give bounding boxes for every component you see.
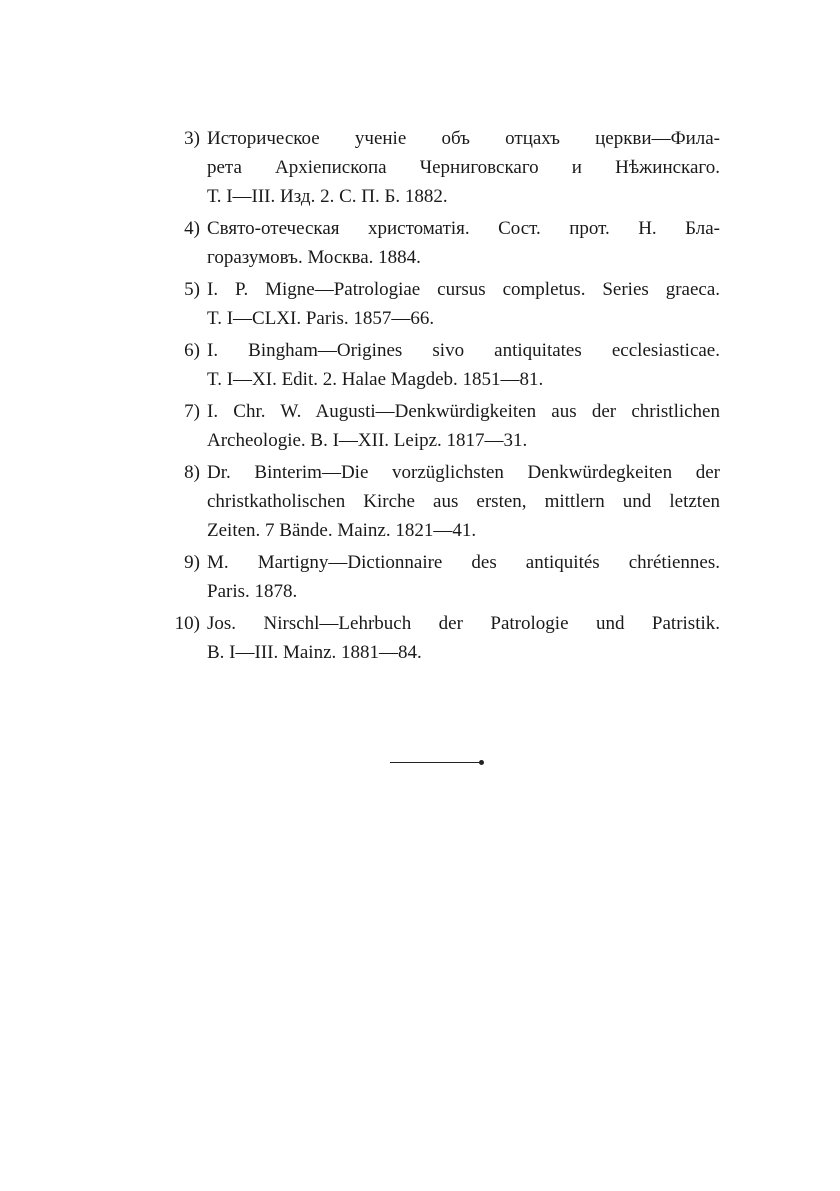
text-line: I. Bingham—Origines sivo antiquitates ecclesiasticae.: [207, 340, 720, 361]
text-line: M. Martigny—Dictionnaire des antiquités chrétiennes.: [207, 552, 720, 573]
list-item: [160, 397, 720, 455]
text-line: Archeologie. B. I—XII. Leipz. 1817—31.: [207, 430, 528, 451]
text-line: Dr. Binterim—Die vorzüglichsten Denkwürdegkeiten der: [207, 462, 720, 483]
list-item: [160, 548, 720, 606]
item-number: 6): [184, 340, 200, 361]
text-line: I. Chr. W. Augusti—Denkwürdigkeiten aus der christlichen: [207, 401, 720, 422]
item-number: 10): [174, 613, 200, 634]
item-number: 4): [184, 218, 200, 239]
end-ornament-rule: [390, 762, 480, 763]
text-line: Jos. Nirschl—Lehrbuch der Patrologie und Patristik.: [207, 613, 720, 634]
item-number: 7): [184, 401, 200, 422]
text-line: Paris. 1878.: [207, 581, 298, 602]
text-line: christkatholischen Kirche aus ersten, mittlern und letzten: [207, 491, 720, 512]
text-line: Историческое ученіе объ отцахъ церкви—Фила-: [207, 128, 720, 149]
item-number: 9): [184, 552, 200, 573]
item-text: [207, 275, 720, 333]
item-number: 3): [184, 128, 200, 149]
text-line: T. I—XI. Edit. 2. Halae Magdeb. 1851—81.: [207, 369, 544, 390]
list-item: [160, 609, 720, 667]
text-line: рета Архіепископа Черниговскаго и Нѣжинскаго.: [207, 157, 720, 178]
text-line: B. I—III. Mainz. 1881—84.: [207, 642, 422, 663]
text-line: I. P. Migne—Patrologiae cursus completus. Series graeca.: [207, 279, 720, 300]
text-line: T. I—CLXI. Paris. 1857—66.: [207, 308, 435, 329]
text-line: Свято-отеческая христоматія. Сост. прот. Н. Бла-: [207, 218, 720, 239]
list-item: [160, 214, 720, 272]
text-line: Zeiten. 7 Bände. Mainz. 1821—41.: [207, 520, 477, 541]
item-text: [207, 124, 720, 211]
item-text: [207, 609, 720, 667]
item-text: [207, 397, 720, 455]
text-line: горазумовъ. Москва. 1884.: [207, 247, 421, 268]
item-text: [207, 214, 720, 272]
item-number: 5): [184, 279, 200, 300]
list-item: [160, 124, 720, 211]
item-text: [207, 336, 720, 394]
list-item: [160, 458, 720, 545]
list-item: [160, 336, 720, 394]
item-text: [207, 458, 720, 545]
text-line: Т. I—III. Изд. 2. С. П. Б. 1882.: [207, 186, 448, 207]
item-text: [207, 548, 720, 606]
list-item: [160, 275, 720, 333]
item-number: 8): [184, 462, 200, 483]
bibliography-list: [160, 124, 720, 670]
